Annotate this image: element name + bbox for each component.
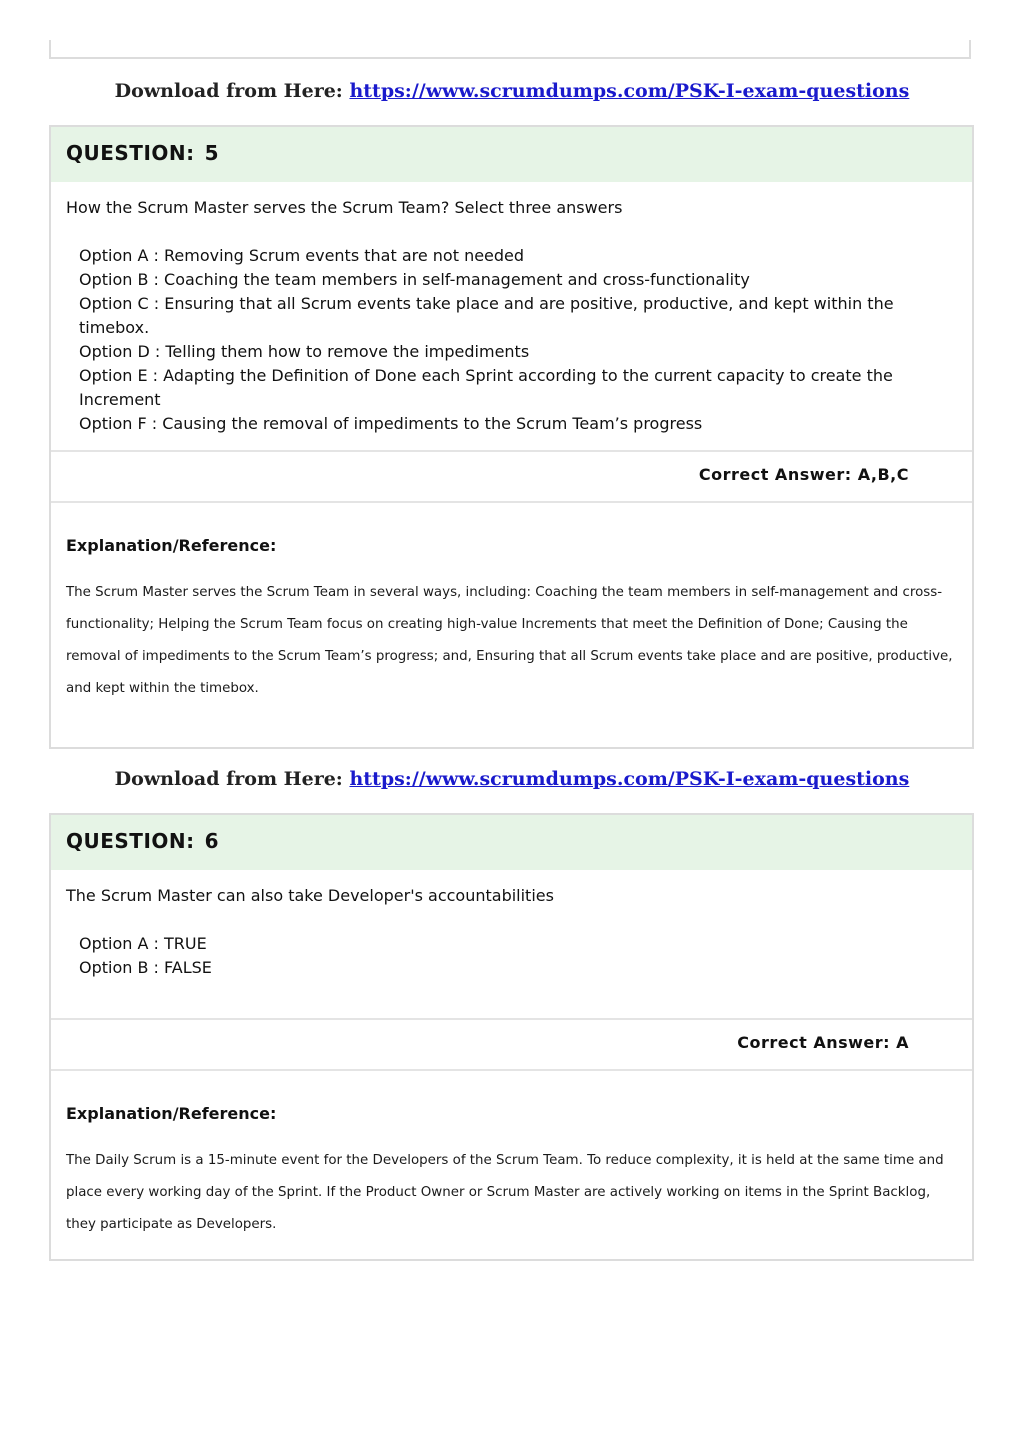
option-a: Option A : Removing Scrum events that are not needed xyxy=(79,246,525,265)
download-banner xyxy=(0,80,1024,102)
explanation-title: Explanation/Reference: xyxy=(66,1104,277,1123)
question-text: The Scrum Master can also take Developer's accountabilities xyxy=(66,886,554,905)
question-header xyxy=(51,815,972,870)
question-text: How the Scrum Master serves the Scrum Team? Select three answers xyxy=(66,198,623,217)
option-d: Option D : Telling them how to remove the impediments xyxy=(79,342,530,361)
option-c: Option C : Ensuring that all Scrum events take place and are positive, productive, and kept within the timebox. xyxy=(79,294,894,337)
option-list xyxy=(51,220,972,450)
previous-question-box-end xyxy=(49,40,971,59)
explanation-text: The Scrum Master serves the Scrum Team in several ways, including: Coaching the team members in self-management and cross-functionality; Helping the Scrum Team focus on creating high-value Increments that meet the Definition of Done; Causing the removal of impediments to the Scrum Team’s progress; and, Ensuring that all Scrum events take place and are positive, productive, and kept within the timebox. xyxy=(66,585,953,696)
question-number: 6 xyxy=(204,829,220,853)
correct-answer: Correct Answer: A,B,C xyxy=(698,465,909,484)
option-e: Option E : Adapting the Definition of Done each Sprint according to the current capacity to create the Increment xyxy=(79,366,893,409)
download-label: Download from Here: xyxy=(114,80,343,102)
option-f: Option F : Causing the removal of impediments to the Scrum Team’s progress xyxy=(79,414,703,433)
question-card xyxy=(49,125,974,749)
option-a: Option A : TRUE xyxy=(79,934,207,953)
question-label: QUESTION: xyxy=(66,829,195,853)
explanation-title: Explanation/Reference: xyxy=(66,536,277,555)
download-banner xyxy=(0,768,1024,790)
question-label: QUESTION: xyxy=(66,141,195,165)
download-link[interactable]: https://www.scrumdumps.com/PSK-I-exam-questions xyxy=(349,768,910,790)
question-header xyxy=(51,127,972,182)
correct-answer: Correct Answer: A xyxy=(737,1033,909,1052)
question-number: 5 xyxy=(204,141,220,165)
explanation-text: The Daily Scrum is a 15-minute event for the Developers of the Scrum Team. To reduce complexity, it is held at the same time and place every working day of the Sprint. If the Product Owner or Scrum Master are actively working on items in the Sprint Backlog, they participate as Developers. xyxy=(66,1153,944,1232)
download-link[interactable]: https://www.scrumdumps.com/PSK-I-exam-questions xyxy=(349,80,910,102)
option-b: Option B : FALSE xyxy=(79,958,212,977)
download-label: Download from Here: xyxy=(114,768,343,790)
question-card xyxy=(49,813,974,1261)
option-b: Option B : Coaching the team members in self-management and cross-functionality xyxy=(79,270,750,289)
option-list xyxy=(51,908,972,1018)
